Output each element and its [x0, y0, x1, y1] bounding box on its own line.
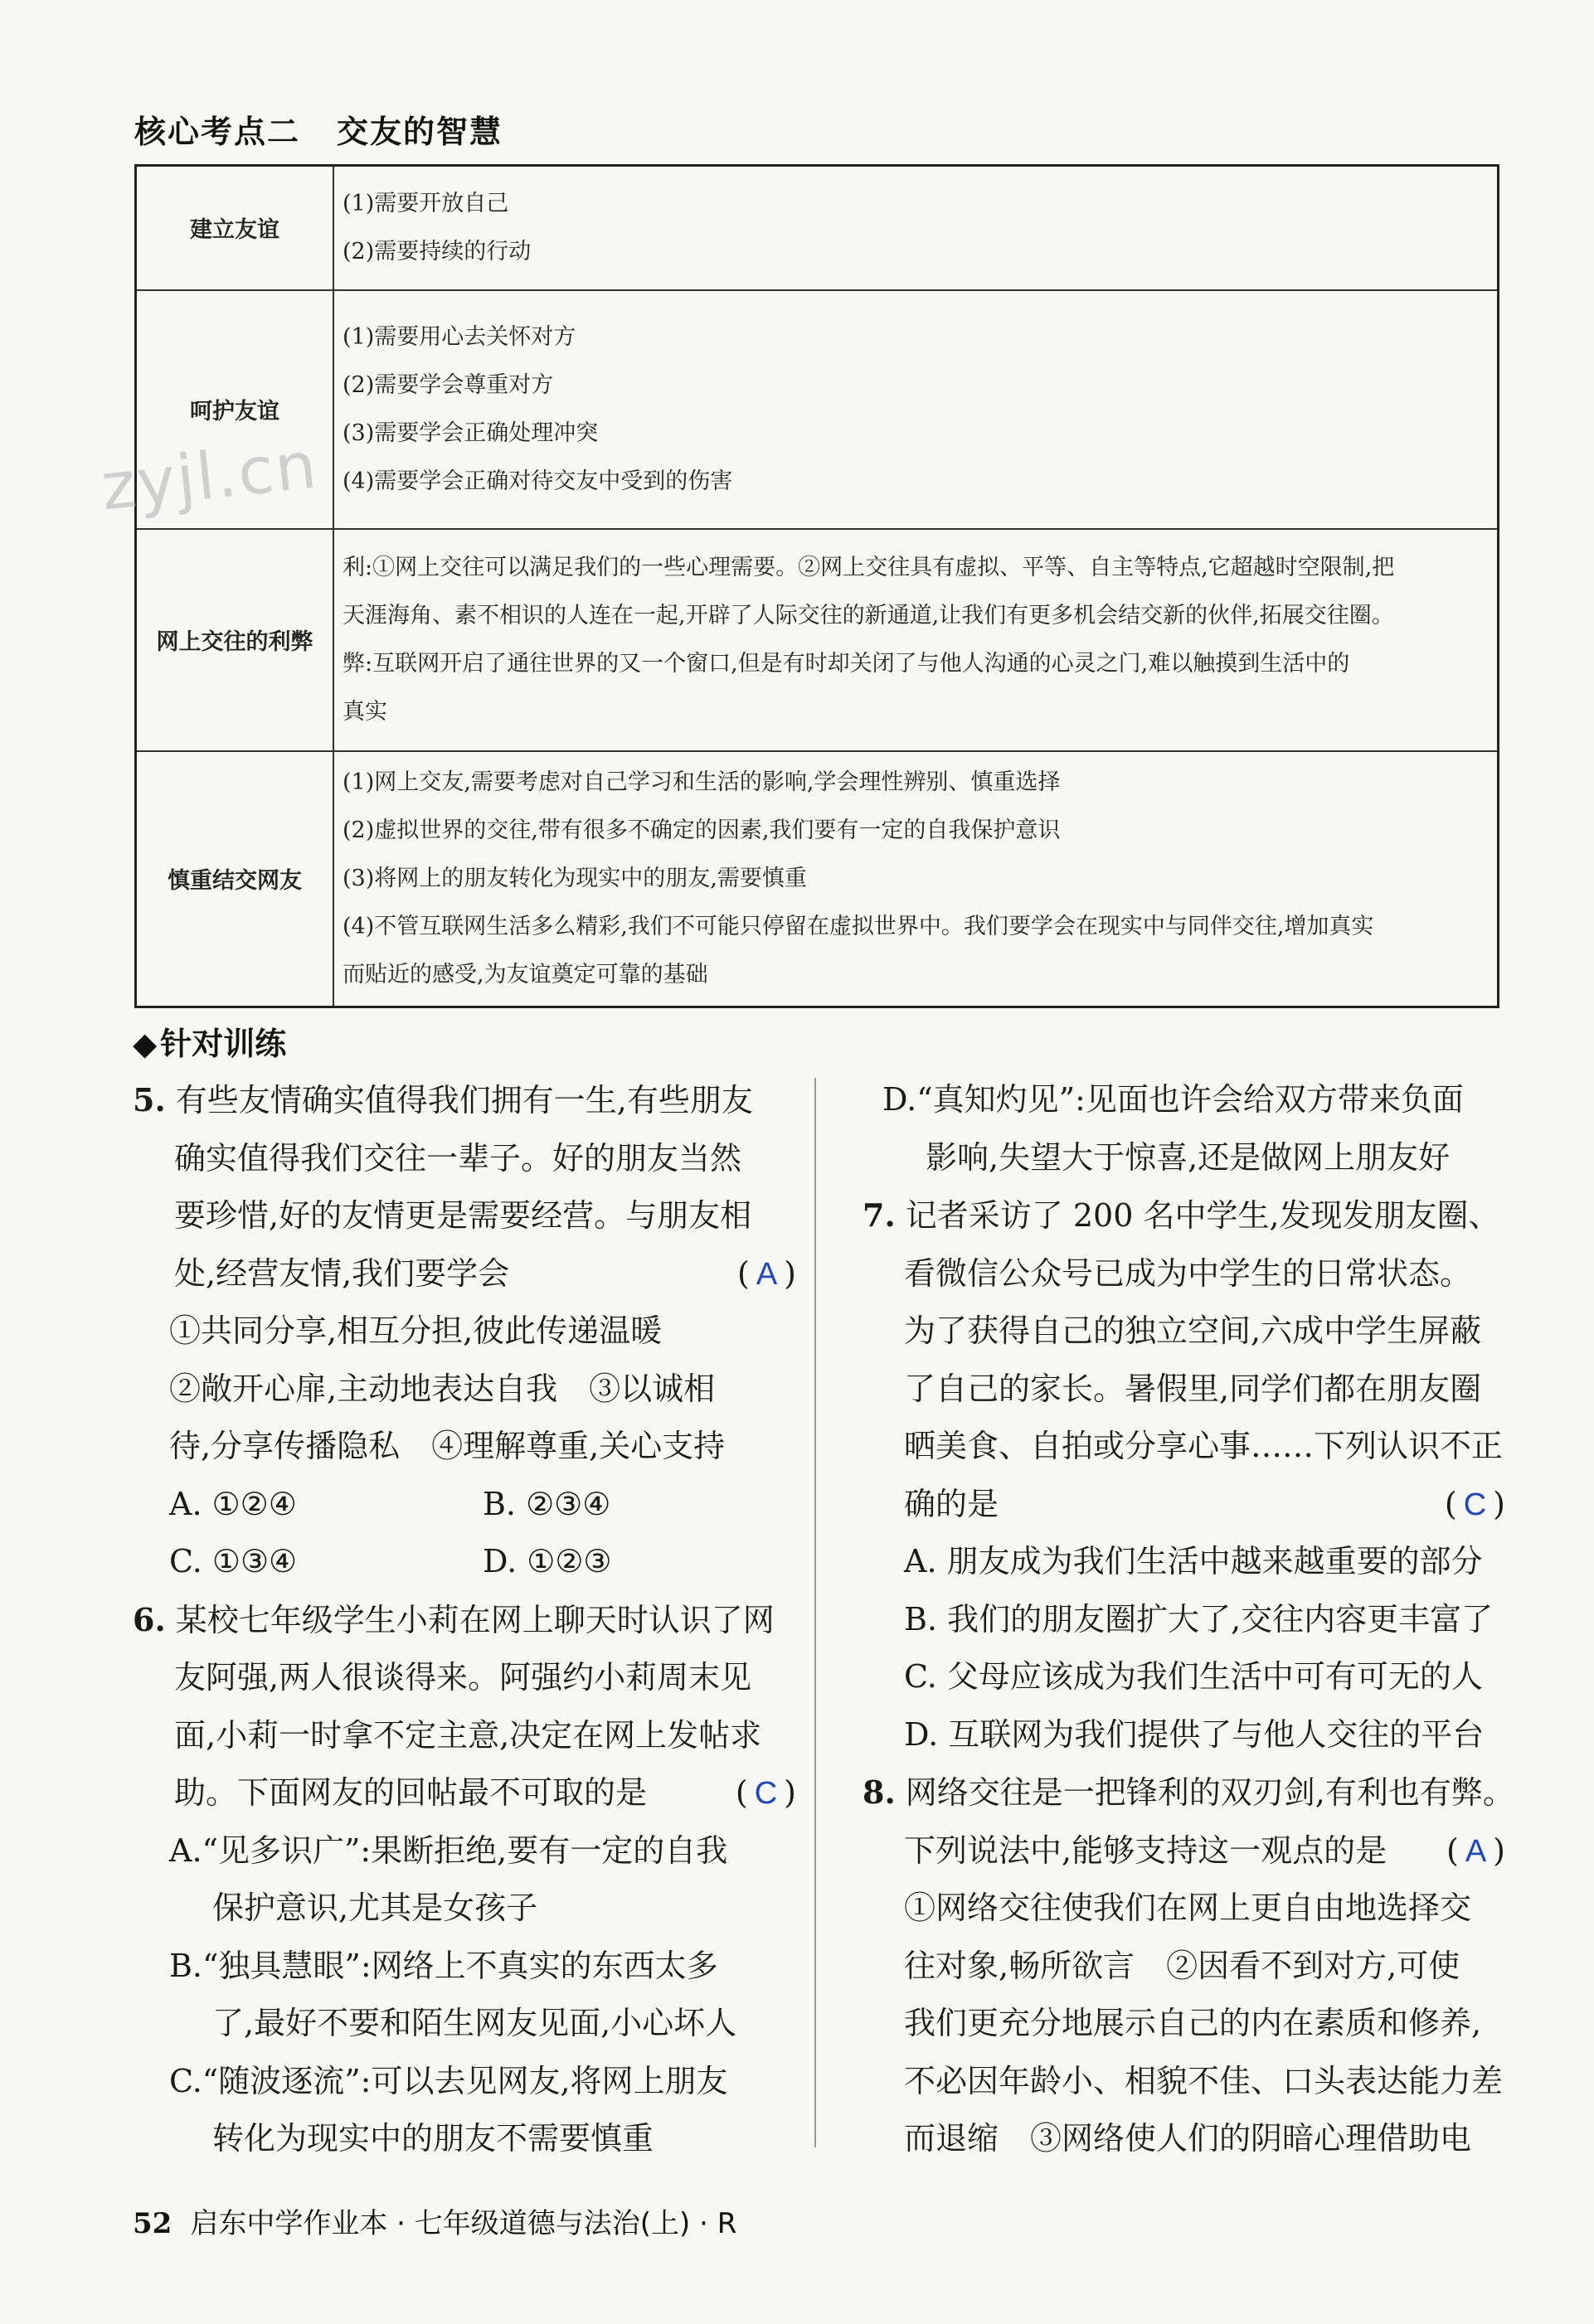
- question-7: [863, 1186, 1505, 1764]
- row-line: 天涯海角、素不相识的人连在一起,开辟了人际交往的新通道,让我们有更多机会结交新的伙伴,拓展交往圈。: [343, 602, 1394, 628]
- row-line: 真实: [343, 698, 387, 725]
- row-line: (4)不管互联网生活多么精彩,我们不可能只停留在虚拟世界中。我们要学会在现实中与同伴交往,增加真实: [343, 913, 1374, 939]
- statement: 而退缩 ③网络使人们的阴暗心理借助电: [904, 2120, 1472, 2157]
- row-content: [333, 529, 1499, 751]
- option: C. ①③④: [169, 1543, 298, 1579]
- row-line: (1)网上交友,需要考虑对自己学习和生活的影响,学会理性辨别、慎重选择: [343, 769, 1061, 795]
- answer-letter: A: [1465, 1833, 1487, 1869]
- question-line: 晒美食、自拍或分享心事……下列认识不正: [904, 1428, 1504, 1464]
- row-line: (4)需要学会正确对待交友中受到的伤害: [343, 468, 733, 494]
- practice-heading-text: 针对训练: [160, 1026, 287, 1062]
- table-row: [136, 751, 1499, 1007]
- question-line: 看微信公众号已成为中学生的日常状态。: [904, 1254, 1472, 1292]
- watermark: zyjl.cn: [98, 428, 322, 526]
- row-line: (2)需要持续的行动: [343, 238, 532, 264]
- question-line: 网络交往是一把锋利的双刃剑,有利也有弊。: [905, 1774, 1514, 1811]
- question-line: 面,小莉一时拿不定主意,决定在网上发帖求: [174, 1716, 762, 1754]
- table-row: [136, 529, 1499, 751]
- page-footer: [133, 2200, 736, 2241]
- statement: 不必因年龄小、相貌不佳、口头表达能力差: [904, 2062, 1504, 2099]
- row-line: 弊:互联网开启了通往世界的又一个窗口,但是有时却关闭了与他人沟通的心灵之门,难以触摸到生活中的: [343, 650, 1350, 677]
- answer-bracket: ( A ): [736, 1254, 796, 1292]
- answer-letter: C: [754, 1776, 778, 1811]
- question-line: 确实值得我们交往一辈子。好的朋友当然: [174, 1139, 742, 1177]
- option: B. ②③④: [483, 1485, 611, 1522]
- row-line: (1)需要开放自己: [343, 190, 509, 216]
- statement: ②敞开心扉,主动地表达自我 ③以诚相: [169, 1370, 716, 1407]
- row-content: [333, 290, 1499, 529]
- row-header: 网上交往的利弊: [136, 529, 334, 751]
- option: B.“独具慧眼”:网络上不真实的东西太多: [169, 1947, 718, 1984]
- question-6: [133, 1591, 796, 2168]
- option-continuation: 了,最好不要和陌生网友见面,小心坏人: [212, 2005, 737, 2041]
- question-number: 6.: [133, 1600, 166, 1638]
- option: B. 我们的朋友圈扩大了,交往内容更丰富了: [904, 1600, 1494, 1637]
- row-header: 建立友谊: [136, 166, 334, 290]
- answer-bracket: ( C ): [735, 1774, 796, 1811]
- question-line: 了自己的家长。暑假里,同学们都在朋友圈: [904, 1370, 1482, 1407]
- section-title-topic: 交友的智慧: [337, 114, 503, 150]
- option: C. 父母应该成为我们生活中可有可无的人: [904, 1658, 1483, 1695]
- statement: ①网络交往使我们在网上更自由地选择交: [904, 1890, 1472, 1926]
- left-column: [133, 1071, 796, 2168]
- row-header: 慎重结交网友: [136, 751, 334, 1007]
- option: D. ①②③: [483, 1543, 612, 1579]
- question-line: 记者采访了 200 名中学生,发现发朋友圈、: [905, 1197, 1500, 1234]
- question-line: 友阿强,两人很谈得来。阿强约小莉周末见: [174, 1659, 752, 1696]
- question-line: 助。下面网友的回帖最不可取的是: [174, 1774, 648, 1811]
- option-continuation: 影响,失望大于惊喜,还是做网上朋友好: [926, 1138, 1451, 1176]
- row-line: 利:①网上交往可以满足我们的一些心理需要。②网上交往具有虚拟、平等、自主等特点,它超越时空限制,把: [343, 554, 1395, 580]
- key-points-table: [134, 164, 1499, 1008]
- option: C.“随波逐流”:可以去见网友,将网上朋友: [169, 2062, 728, 2099]
- question-5: [133, 1071, 796, 1591]
- question-line: 为了获得自己的独立空间,六成中学生屏蔽: [904, 1312, 1482, 1349]
- row-line: 而贴近的感受,为友谊奠定可靠的基础: [343, 961, 708, 987]
- section-title-prefix: 核心考点二: [134, 114, 301, 150]
- question-8: [863, 1764, 1514, 2168]
- right-column: [863, 1071, 1514, 2168]
- row-header: 呵护友谊: [136, 290, 334, 529]
- option: A. 朋友成为我们生活中越来越重要的部分: [904, 1543, 1483, 1579]
- row-line: (2)虚拟世界的交往,带有很多不确定的因素,我们要有一定的自我保护意识: [343, 817, 1061, 843]
- question-number: 8.: [863, 1773, 896, 1811]
- question-line: 下列说法中,能够支持这一观点的是: [904, 1832, 1387, 1869]
- question-number: 5.: [133, 1081, 166, 1118]
- option: A.“见多识广”:果断拒绝,要有一定的自我: [169, 1832, 728, 1869]
- option: A. ①②④: [169, 1485, 297, 1522]
- section-title: [134, 106, 503, 152]
- option-continuation: 转化为现实中的朋友不需要慎重: [212, 2120, 654, 2157]
- practice-heading: [133, 1018, 286, 1064]
- question-number: 7.: [863, 1196, 896, 1234]
- statement: 我们更充分地展示自己的内在素质和修养,: [904, 2005, 1482, 2041]
- question-line: 确的是: [904, 1485, 999, 1522]
- row-line: (3)将网上的朋友转化为现实中的朋友,需要慎重: [343, 865, 807, 891]
- table-row: [136, 166, 1499, 290]
- answer-letter: A: [756, 1256, 778, 1292]
- question-line: 处,经营友情,我们要学会: [174, 1254, 510, 1292]
- option-continuation: 保护意识,尤其是女孩子: [212, 1890, 538, 1926]
- page-number: 52: [133, 2207, 173, 2240]
- statement: 往对象,畅所欲言 ②因看不到对方,可使: [904, 1947, 1460, 1984]
- answer-letter: C: [1463, 1487, 1487, 1522]
- question-line: 有些友情确实值得我们拥有一生,有些朋友: [175, 1082, 753, 1118]
- option: D. 互联网为我们提供了与他人交往的平台: [904, 1715, 1485, 1753]
- statement: 待,分享传播隐私 ④理解尊重,关心支持: [169, 1428, 726, 1464]
- option: D.“真知灼见”:见面也许会给双方带来负面: [882, 1081, 1464, 1118]
- row-line: (2)需要学会尊重对方: [343, 371, 554, 398]
- row-line: (3)需要学会正确处理冲突: [343, 420, 599, 446]
- book-title: 启东中学作业本 · 七年级道德与法治(上) · R: [190, 2207, 737, 2240]
- statement: ①共同分享,相互分担,彼此传递温暖: [169, 1312, 663, 1349]
- answer-bracket: ( A ): [1446, 1832, 1505, 1869]
- diamond-icon: ◆: [133, 1026, 158, 1062]
- question-line: 某校七年级学生小莉在网上聊天时认识了网: [175, 1601, 775, 1638]
- row-content: [333, 166, 1499, 290]
- question-line: 要珍惜,好的友情更是需要经营。与朋友相: [174, 1197, 752, 1234]
- answer-bracket: ( C ): [1444, 1485, 1505, 1522]
- row-line: (1)需要用心去关怀对方: [343, 323, 576, 350]
- column-divider: [814, 1078, 816, 2147]
- row-content: [333, 751, 1499, 1007]
- table-row: [136, 290, 1499, 529]
